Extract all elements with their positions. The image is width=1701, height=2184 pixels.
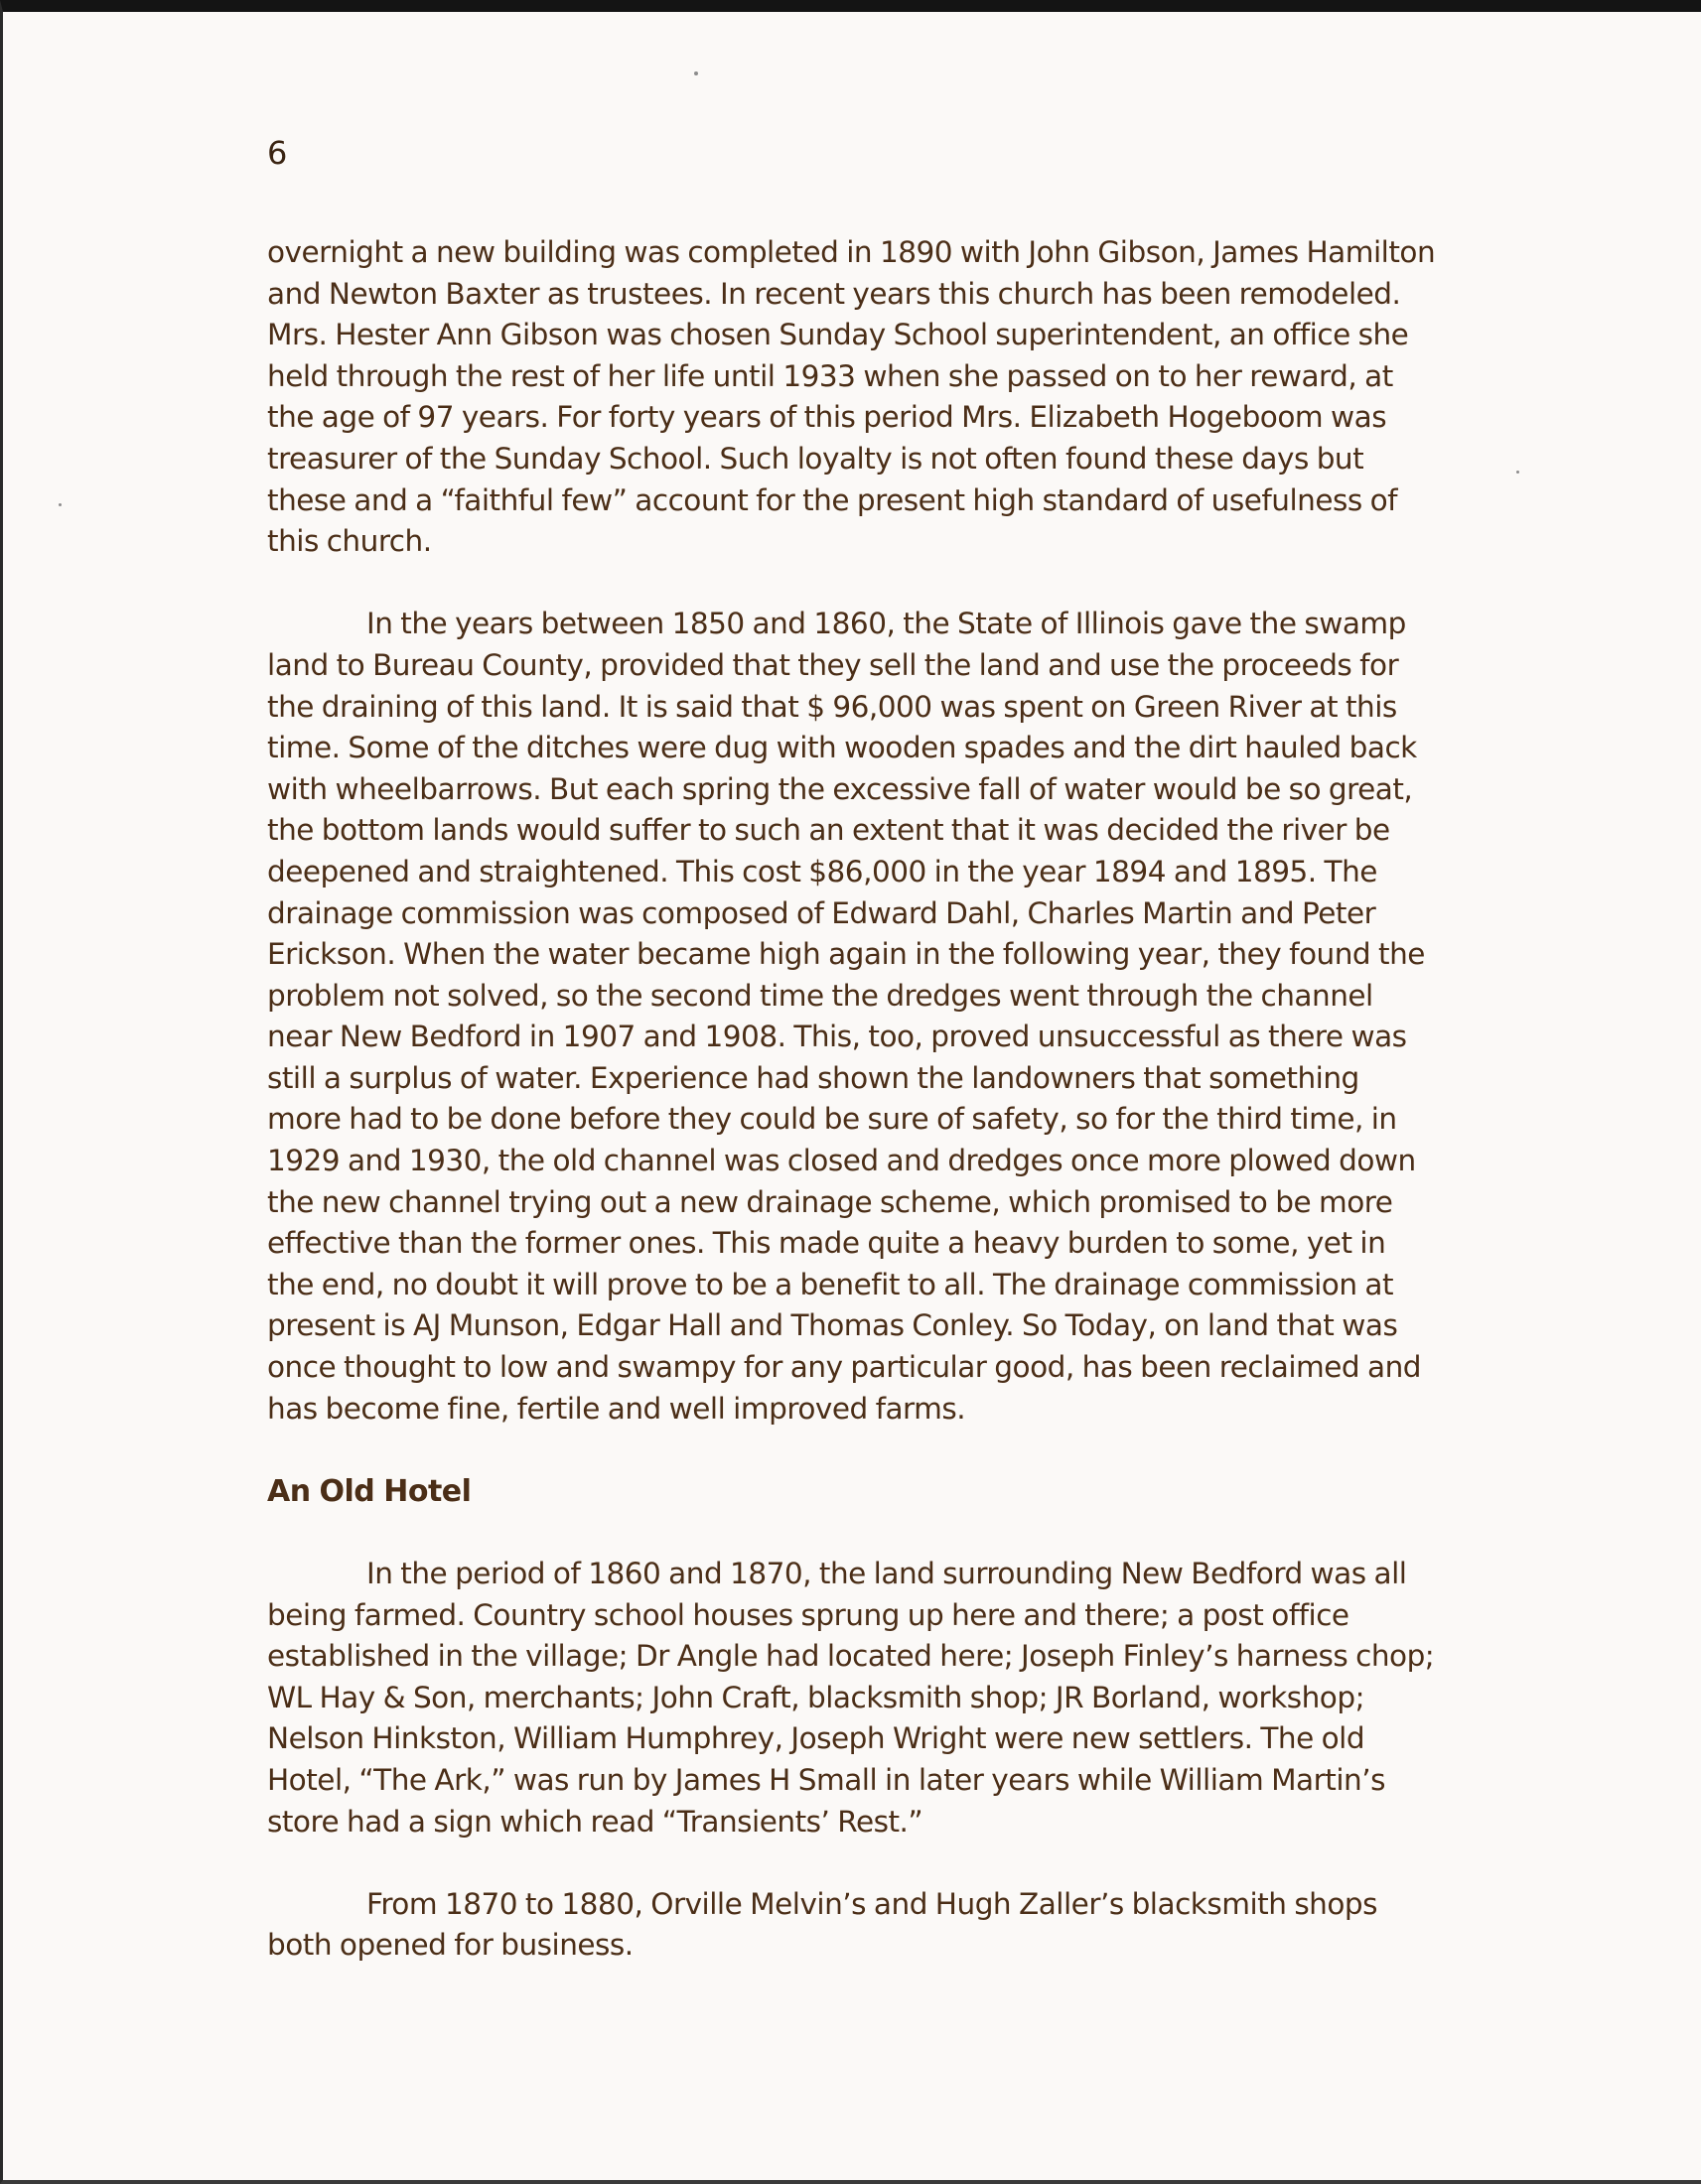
paragraph-hotel: In the period of 1860 and 1870, the land surrounding New Bedford was all being farmed. Country school houses sprung up here and there; a post office established in the village; Dr Angle had located here; Joseph Finley’s harness chop; WL Hay & Son, merchants; John Craft, blacksmith shop; JR Borland, workshop; Nelson Hinkston, William Humphrey, Joseph Wright were new settlers. The old Hotel, “The Ark,” was run by James H Small in later years while William Martin’s store had a sign which read “Transients’ Rest.” [267, 1557, 1435, 1839]
scan-speck [694, 71, 698, 75]
document-body [267, 232, 1439, 2008]
paragraph-drainage: In the years between 1850 and 1860, the State of Illinois gave the swamp land to Bureau County, provided that they sell the land and use the proceeds for the draining of this land. It is said that $ 96,000 was spent on Green River at this time. Some of the ditches were dug with wooden spades and the dirt hauled back with wheelbarrows. But each spring the excessive fall of water would be so great, the bottom lands would suffer to such an extent that it was decided the river be deepened and straightened. This cost $86,000 in the year 1894 and 1895. The drainage commission was composed of Edward Dahl, Charles Martin and Peter Erickson. When the water became high again in the following year, they found the problem not solved, so the second time the dredges went through the channel near New Bedford in 1907 and 1908. This, too, proved unsuccessful as there was still a surplus of water. Experience had shown the landowners that something more had to be done before they could be sure of safety, so for the third time, in 1929 and 1930, the old channel was closed and dredges once more plowed down the new channel trying out a new drainage scheme, which promised to be more effective than the former ones. This made quite a heavy burden to some, yet in the end, no doubt it will prove to be a benefit to all. The drainage commission at present is AJ Munson, Edgar Hall and Thomas Conley. So Today, on land that was once thought to low and swampy for any particular good, has been reclaimed and has become fine, fertile and well improved farms. [267, 607, 1425, 1426]
scan-speck [1516, 471, 1519, 474]
section-heading: An Old Hotel [267, 1473, 472, 1509]
scan-speck [59, 503, 62, 506]
paragraph-blacksmiths: From 1870 to 1880, Orville Melvin’s and Hugh Zaller’s blacksmith shops both opened for business. [267, 1886, 1378, 1963]
page-number: 6 [267, 134, 288, 172]
paragraph-church: overnight a new building was completed in 1890 with John Gibson, James Hamilton and Newton Baxter as trustees. In recent years this church has been remodeled. Mrs. Hester Ann Gibson was chosen Sunday School superintendent, an office she held through the rest of her life until 1933 when she passed on to her reward, at the age of 97 years. For forty years of this period Mrs. Elizabeth Hogeboom was treasurer of the Sunday School. Such loyalty is not often found these days but these and a “faithful few” account for the present high standard of usefulness of this church. [267, 235, 1436, 559]
